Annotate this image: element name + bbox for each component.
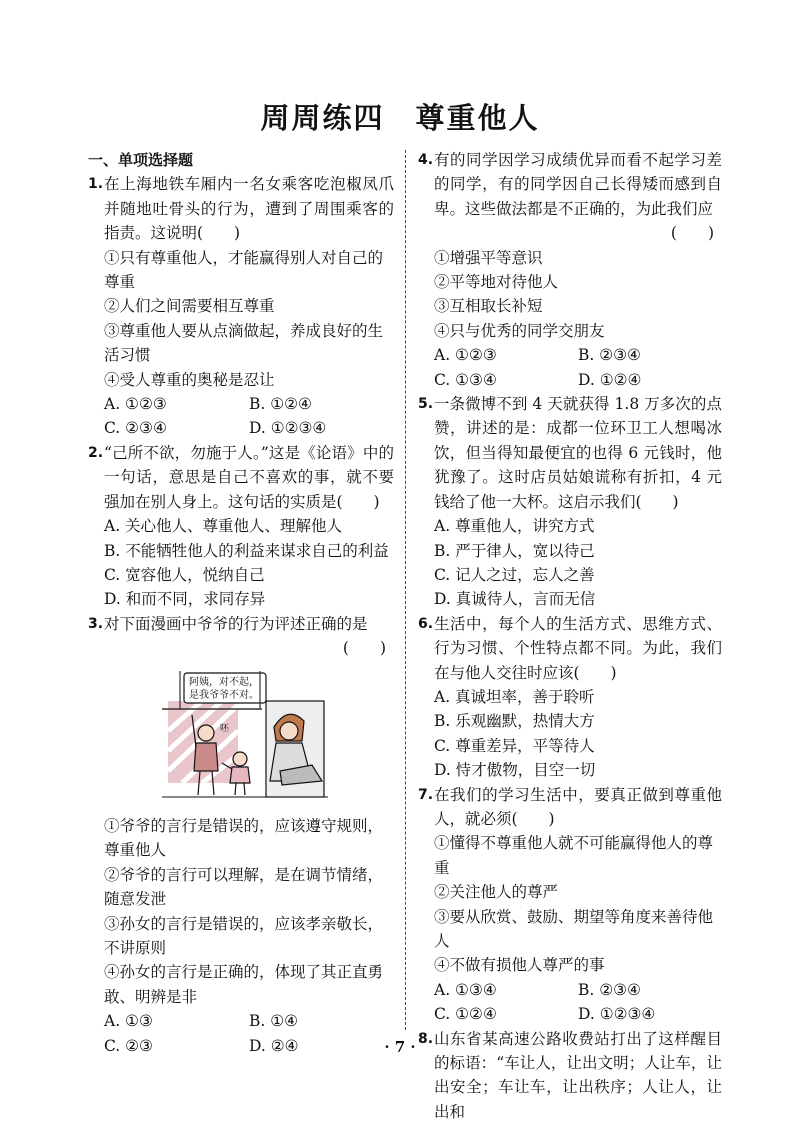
question-4 [418,148,722,221]
statement: ②爷爷的言行可以理解，是在调节情绪，随意发泄 [104,865,384,909]
right-column [418,148,722,1124]
question-number: 7. [418,786,434,803]
options [88,514,394,612]
column-divider [405,150,406,1030]
options [88,392,394,441]
options [418,685,722,783]
section-heading: 一、单项选择题 [88,151,194,169]
option-a[interactable]: A. ①②③ [104,395,167,414]
spit-sfx: 呸 [220,723,230,734]
seated-woman-figure [266,701,324,797]
question-5 [418,392,722,514]
option-a[interactable]: A. 真诚坦率，善于聆听 [434,687,595,706]
option-b[interactable]: B. ②③④ [578,980,641,999]
question-text: 在我们的学习生活中，要真正做到尊重他人，就必须( ) [434,785,722,828]
speech-line-2: 是我爷爷不对。 [189,689,259,701]
statement: ②平等地对待他人 [434,273,559,292]
option-b[interactable]: B. 严于律人，宽以待己 [434,541,595,560]
option-b[interactable]: B. ②③④ [578,346,641,365]
page-title: 周周练四 尊重他人 [260,101,540,135]
option-d[interactable]: D. ①②③④ [578,1005,656,1024]
option-c[interactable]: C. ①③④ [434,370,497,389]
question-number: 6. [418,615,434,632]
speech-line-1: 阿姨，对不起， [189,676,259,688]
question-text: “己所不欲，勿施于人。”这是《论语》中的一句话，意思是自己不喜欢的事，就不要强加在别人身上。这句话的实质是( ) [104,443,394,511]
question-number: 2. [88,444,104,461]
option-c[interactable]: C. ②③ [104,1036,153,1055]
question-number: 5. [418,396,434,413]
option-a[interactable]: A. ①③ [104,1012,153,1031]
question-text: 一条微博不到 4 天就获得 1.8 万多次的点赞，讲述的是：成都一位环卫工人想喝冰饮，但当得知最便宜的也得 6 元钱时，他犹豫了。这时店员姑娘谎称有折扣，4 元钱给了他一大杯。这启示我们( ) [434,395,722,511]
option-d[interactable]: D. ①②④ [578,370,642,389]
statement: ①爷爷的言行是错误的，应该遵守规则，尊重他人 [104,816,384,860]
options [418,978,722,1027]
answer-bracket: ( ) [670,224,714,243]
option-c[interactable]: C. 尊重差异，平等待人 [434,736,595,755]
statement: ③尊重他人要从点滴做起，养成良好的生活习惯 [104,321,384,365]
question-1 [88,172,394,245]
cartoon-illustration [162,671,328,801]
option-a[interactable]: A. ①③④ [434,980,497,999]
option-d[interactable]: D. 和而不同，求同存异 [104,590,266,609]
question-7 [418,783,722,832]
question-text: 对下面漫画中爷爷的行为评述正确的是 [104,614,368,633]
statement: ①懂得不尊重他人就不可能赢得他人的尊重 [434,834,714,877]
question-2 [88,441,394,514]
option-b[interactable]: B. 乐观幽默，热情大方 [434,712,595,731]
statement: ③孙女的言行是错误的，应该孝亲敬长，不讲原则 [104,914,384,957]
statement: ①增强平等意识 [434,248,543,267]
option-c[interactable]: C. 宽容他人，悦纳自己 [104,565,265,584]
page-number: · 7 · [384,1038,416,1056]
question-text: 生活中，每个人的生活方式、思维方式、行为习惯、个性特点都不同。为此，我们在与他人交往时应该( ) [434,614,722,682]
statement: ④孙女的言行是正确的，体现了其正直勇敢、明辨是非 [104,963,384,1006]
statement: ④受人尊重的奥秘是忍让 [104,370,275,389]
statement: ③要从欣赏、鼓励、期望等角度来善待他人 [434,907,714,950]
question-text: 有的同学因学习成绩优异而看不起学习差的同学，有的同学因自己长得矮而感到自卑。这些做法都是不正确的，为此我们应 [434,151,722,218]
option-b[interactable]: B. 不能牺牲他人的利益来谋求自己的利益 [104,541,389,560]
statement: ①只有尊重他人，才能赢得别人对自己的尊重 [104,248,384,292]
question-6 [418,612,722,685]
statement: ④只与优秀的同学交朋友 [434,321,605,340]
statement: ④不做有损他人尊严的事 [434,956,605,975]
answer-bracket: ( ) [342,639,386,658]
option-d[interactable]: D. ②④ [249,1036,299,1055]
option-a[interactable]: A. ①②③ [434,346,497,365]
option-c[interactable]: C. ②③④ [104,419,167,438]
option-b[interactable]: B. ①②④ [249,395,312,414]
question-number: 3. [88,615,104,632]
question-3 [88,612,394,636]
options [418,343,722,392]
option-d[interactable]: D. ①②③④ [249,419,327,438]
question-text: 山东省某高速公路收费站打出了这样醒目的标语：“车让人，让出文明；人让车，让出安全；车让车，让出秩序；人让人，让出和 [434,1029,722,1121]
option-d[interactable]: D. 真诚待人，言而无信 [434,590,596,609]
question-number: 1. [88,176,104,193]
statement: ②关注他人的尊严 [434,883,559,902]
statement: ③互相取长补短 [434,297,543,316]
question-number: 4. [418,152,434,168]
option-b[interactable]: B. ①④ [249,1012,299,1031]
option-c[interactable]: C. 记人之过，忘人之善 [434,565,595,584]
left-column [88,148,394,1058]
question-text: 在上海地铁车厢内一名女乘客吃泡椒凤爪并随地吐骨头的行为，遭到了周围乘客的指责。这说明( ) [104,175,394,243]
statement: ②人们之间需要相互尊重 [104,297,275,316]
option-c[interactable]: C. ①②④ [434,1005,497,1024]
question-number: 8. [418,1030,434,1047]
option-a[interactable]: A. 关心他人、尊重他人、理解他人 [104,517,343,536]
option-d[interactable]: D. 恃才傲物，目空一切 [434,761,596,780]
options [418,514,722,612]
option-a[interactable]: A. 尊重他人，讲究方式 [434,517,595,536]
